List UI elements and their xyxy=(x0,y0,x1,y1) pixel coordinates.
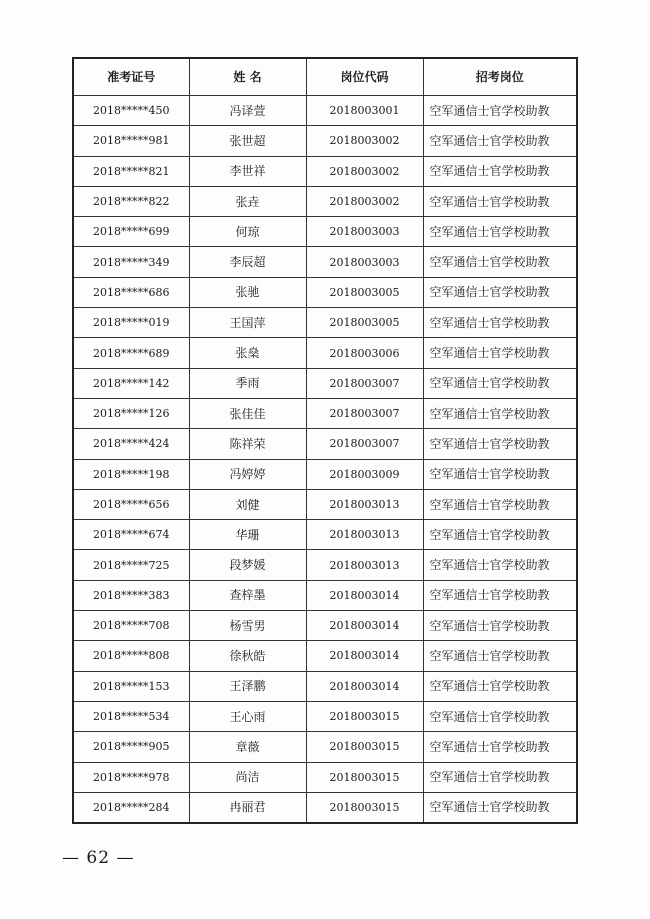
name-cell: 冉丽君 xyxy=(189,792,306,823)
name-cell: 查梓墨 xyxy=(189,580,306,610)
name-cell: 张垚 xyxy=(189,186,306,216)
name-cell: 张佳佳 xyxy=(189,398,306,428)
name-cell: 王心雨 xyxy=(189,701,306,731)
position-code-cell: 2018003006 xyxy=(306,338,423,368)
table-row xyxy=(73,671,577,701)
ticket-number-cell: 2018*****981 xyxy=(73,126,189,156)
name-cell: 张驰 xyxy=(189,277,306,307)
position-cell: 空军通信士官学校助教 xyxy=(423,671,577,701)
ticket-number-cell: 2018*****822 xyxy=(73,186,189,216)
table-row xyxy=(73,308,577,338)
name-cell: 章薇 xyxy=(189,732,306,762)
table-row xyxy=(73,701,577,731)
position-code-cell: 2018003014 xyxy=(306,580,423,610)
position-cell: 空军通信士官学校助教 xyxy=(423,96,577,126)
ticket-number-cell: 2018*****699 xyxy=(73,217,189,247)
position-cell: 空军通信士官学校助教 xyxy=(423,550,577,580)
position-code-cell: 2018003013 xyxy=(306,489,423,519)
position-cell: 空军通信士官学校助教 xyxy=(423,126,577,156)
name-cell: 徐秋皓 xyxy=(189,641,306,671)
table-row xyxy=(73,156,577,186)
name-cell: 尚洁 xyxy=(189,762,306,792)
ticket-number-cell: 2018*****808 xyxy=(73,641,189,671)
ticket-number-cell: 2018*****153 xyxy=(73,671,189,701)
position-cell: 空军通信士官学校助教 xyxy=(423,217,577,247)
position-code-cell: 2018003007 xyxy=(306,368,423,398)
position-code-cell: 2018003002 xyxy=(306,186,423,216)
position-code-cell: 2018003005 xyxy=(306,308,423,338)
table-row xyxy=(73,217,577,247)
ticket-number-cell: 2018*****284 xyxy=(73,792,189,823)
table-row xyxy=(73,550,577,580)
ticket-number-cell: 2018*****689 xyxy=(73,338,189,368)
name-cell: 王泽鹏 xyxy=(189,671,306,701)
position-code-cell: 2018003015 xyxy=(306,732,423,762)
ticket-number-cell: 2018*****686 xyxy=(73,277,189,307)
position-code-cell: 2018003009 xyxy=(306,459,423,489)
name-cell: 段梦媛 xyxy=(189,550,306,580)
position-code-cell: 2018003007 xyxy=(306,429,423,459)
table-row xyxy=(73,247,577,277)
name-cell: 陈祥荣 xyxy=(189,429,306,459)
table-row xyxy=(73,762,577,792)
name-cell: 冯婷婷 xyxy=(189,459,306,489)
position-cell: 空军通信士官学校助教 xyxy=(423,641,577,671)
table-row xyxy=(73,459,577,489)
position-code-cell: 2018003007 xyxy=(306,398,423,428)
table-row xyxy=(73,611,577,641)
position-cell: 空军通信士官学校助教 xyxy=(423,156,577,186)
position-code-cell: 2018003015 xyxy=(306,701,423,731)
ticket-number-cell: 2018*****978 xyxy=(73,762,189,792)
name-cell: 刘健 xyxy=(189,489,306,519)
header-ticket-number: 准考证号 xyxy=(73,58,189,96)
position-cell: 空军通信士官学校助教 xyxy=(423,792,577,823)
position-cell: 空军通信士官学校助教 xyxy=(423,308,577,338)
name-cell: 王国萍 xyxy=(189,308,306,338)
ticket-number-cell: 2018*****383 xyxy=(73,580,189,610)
position-code-cell: 2018003002 xyxy=(306,156,423,186)
position-cell: 空军通信士官学校助教 xyxy=(423,429,577,459)
ticket-number-cell: 2018*****905 xyxy=(73,732,189,762)
table-row xyxy=(73,338,577,368)
position-cell: 空军通信士官学校助教 xyxy=(423,520,577,550)
header-name: 姓 名 xyxy=(189,58,306,96)
position-code-cell: 2018003014 xyxy=(306,671,423,701)
name-cell: 何琼 xyxy=(189,217,306,247)
position-cell: 空军通信士官学校助教 xyxy=(423,186,577,216)
name-cell: 李世祥 xyxy=(189,156,306,186)
table-row xyxy=(73,398,577,428)
ticket-number-cell: 2018*****126 xyxy=(73,398,189,428)
position-code-cell: 2018003014 xyxy=(306,641,423,671)
name-cell: 冯译萱 xyxy=(189,96,306,126)
position-code-cell: 2018003005 xyxy=(306,277,423,307)
table-row xyxy=(73,792,577,823)
table-row xyxy=(73,186,577,216)
position-cell: 空军通信士官学校助教 xyxy=(423,338,577,368)
name-cell: 张世超 xyxy=(189,126,306,156)
table-row xyxy=(73,96,577,126)
position-cell: 空军通信士官学校助教 xyxy=(423,701,577,731)
position-code-cell: 2018003001 xyxy=(306,96,423,126)
ticket-number-cell: 2018*****142 xyxy=(73,368,189,398)
position-code-cell: 2018003014 xyxy=(306,611,423,641)
table-row xyxy=(73,368,577,398)
ticket-number-cell: 2018*****656 xyxy=(73,489,189,519)
table-row xyxy=(73,429,577,459)
ticket-number-cell: 2018*****424 xyxy=(73,429,189,459)
ticket-number-cell: 2018*****198 xyxy=(73,459,189,489)
table-header-row xyxy=(73,58,577,96)
position-code-cell: 2018003015 xyxy=(306,792,423,823)
ticket-number-cell: 2018*****821 xyxy=(73,156,189,186)
table-row xyxy=(73,732,577,762)
position-cell: 空军通信士官学校助教 xyxy=(423,398,577,428)
ticket-number-cell: 2018*****674 xyxy=(73,520,189,550)
table-row xyxy=(73,641,577,671)
position-code-cell: 2018003003 xyxy=(306,217,423,247)
position-cell: 空军通信士官学校助教 xyxy=(423,247,577,277)
name-cell: 杨雪男 xyxy=(189,611,306,641)
position-cell: 空军通信士官学校助教 xyxy=(423,368,577,398)
ticket-number-cell: 2018*****019 xyxy=(73,308,189,338)
position-code-cell: 2018003013 xyxy=(306,520,423,550)
name-cell: 季雨 xyxy=(189,368,306,398)
position-code-cell: 2018003003 xyxy=(306,247,423,277)
ticket-number-cell: 2018*****349 xyxy=(73,247,189,277)
ticket-number-cell: 2018*****534 xyxy=(73,701,189,731)
table-row xyxy=(73,126,577,156)
header-position: 招考岗位 xyxy=(423,58,577,96)
table-body xyxy=(73,96,577,824)
position-cell: 空军通信士官学校助教 xyxy=(423,580,577,610)
name-cell: 华珊 xyxy=(189,520,306,550)
position-code-cell: 2018003002 xyxy=(306,126,423,156)
position-cell: 空军通信士官学校助教 xyxy=(423,459,577,489)
ticket-number-cell: 2018*****450 xyxy=(73,96,189,126)
table-row xyxy=(73,520,577,550)
position-cell: 空军通信士官学校助教 xyxy=(423,277,577,307)
position-cell: 空军通信士官学校助教 xyxy=(423,611,577,641)
table-row xyxy=(73,489,577,519)
ticket-number-cell: 2018*****708 xyxy=(73,611,189,641)
page-number: — 62 — xyxy=(62,848,135,868)
table-row xyxy=(73,580,577,610)
ticket-number-cell: 2018*****725 xyxy=(73,550,189,580)
position-code-cell: 2018003015 xyxy=(306,762,423,792)
name-cell: 张燊 xyxy=(189,338,306,368)
position-cell: 空军通信士官学校助教 xyxy=(423,762,577,792)
position-cell: 空军通信士官学校助教 xyxy=(423,489,577,519)
candidate-table xyxy=(72,57,578,824)
position-cell: 空军通信士官学校助教 xyxy=(423,732,577,762)
header-position-code: 岗位代码 xyxy=(306,58,423,96)
table-row xyxy=(73,277,577,307)
position-code-cell: 2018003013 xyxy=(306,550,423,580)
name-cell: 李辰超 xyxy=(189,247,306,277)
